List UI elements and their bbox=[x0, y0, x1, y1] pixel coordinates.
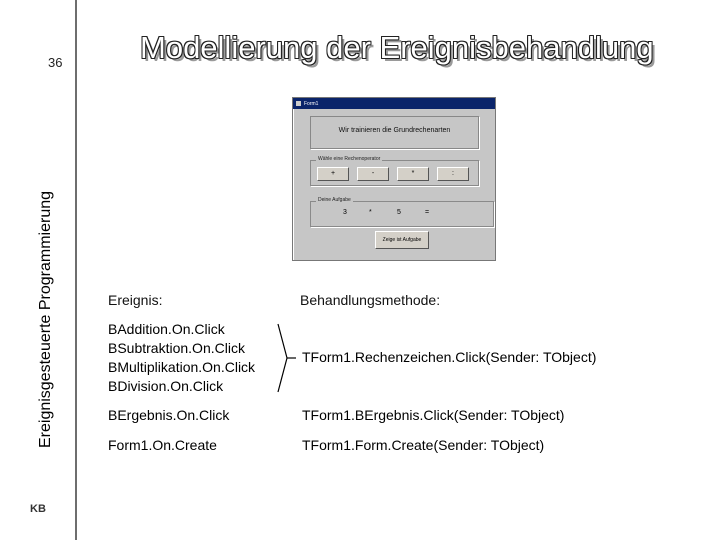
event-multiplication-click: BMultiplikation.On.Click bbox=[108, 359, 256, 375]
event-addition-click: BAddition.On.Click bbox=[108, 321, 225, 337]
event-division-click: BDivision.On.Click bbox=[108, 378, 224, 394]
banner-text: Wir trainieren die Grundrechenarten bbox=[338, 127, 451, 134]
subtraction-button[interactable]: - bbox=[357, 167, 389, 181]
task-group-label: Deine Aufgabe bbox=[318, 197, 351, 203]
slide-title: Modellierung der Ereignisbehandlung bbox=[140, 30, 654, 65]
window-app-icon bbox=[296, 101, 301, 106]
event-form-create: Form1.On.Create bbox=[108, 437, 217, 453]
operator-group-label: Wähle eine Rechenoperator bbox=[318, 156, 381, 162]
window-title: Form1 bbox=[304, 100, 319, 107]
method-column-header: Behandlungsmethode: bbox=[300, 292, 441, 308]
page-number: 36 bbox=[48, 55, 63, 70]
grouping-bracket-icon bbox=[276, 323, 298, 393]
multiplication-button[interactable]: * bbox=[397, 167, 429, 181]
method-form-create: TForm1.Form.Create(Sender: TObject) bbox=[302, 437, 545, 453]
banner-panel bbox=[310, 116, 479, 149]
evaluate-button[interactable]: Zeige ist Aufgabe bbox=[375, 231, 429, 249]
event-column-header: Ereignis: bbox=[108, 292, 163, 308]
task-group bbox=[310, 197, 494, 227]
event-ergebnis-click: BErgebnis.On.Click bbox=[108, 407, 230, 423]
task-operator: * bbox=[369, 209, 372, 216]
sidebar-vertical-title: Ereignisgesteuerte Programmierung bbox=[37, 190, 54, 448]
form-window-screenshot bbox=[292, 97, 496, 261]
task-left-operand: 3 bbox=[343, 209, 347, 216]
sidebar-divider bbox=[75, 0, 77, 540]
addition-button[interactable]: + bbox=[317, 167, 349, 181]
window-titlebar bbox=[293, 98, 495, 109]
author-initials: KB bbox=[30, 503, 46, 515]
task-equals: = bbox=[425, 209, 430, 216]
operator-group bbox=[310, 156, 479, 186]
division-button[interactable]: : bbox=[437, 167, 469, 181]
event-subtraction-click: BSubtraktion.On.Click bbox=[108, 340, 245, 356]
task-right-operand: 5 bbox=[397, 209, 401, 216]
method-rechenzeichen-click: TForm1.Rechenzeichen.Click(Sender: TObject) bbox=[302, 349, 597, 365]
method-ergebnis-click: TForm1.BErgebnis.Click(Sender: TObject) bbox=[302, 407, 565, 423]
